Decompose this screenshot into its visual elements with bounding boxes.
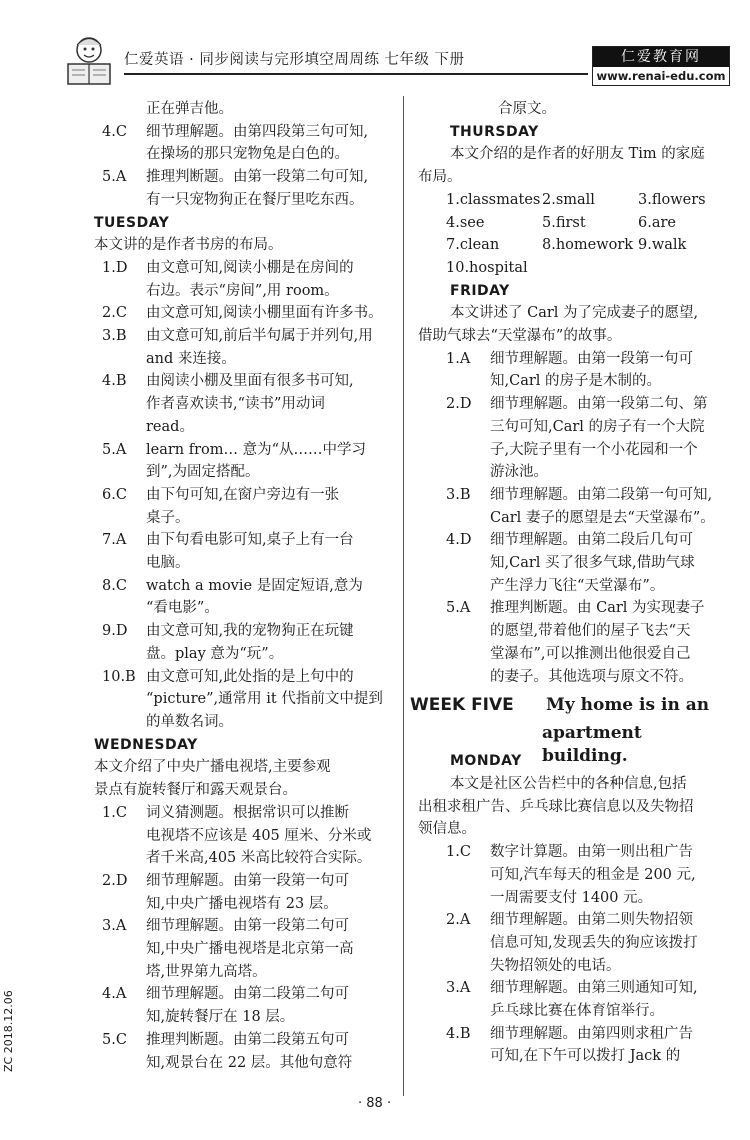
answer-cell: 3.flowers — [638, 191, 706, 208]
week-label: WEEK FIVE — [410, 695, 514, 716]
answer-cell: 4.see — [446, 214, 485, 231]
section-intro: 借助气球去“天堂瀑布”的故事。 — [418, 328, 622, 345]
answer-cell: 5.first — [542, 214, 586, 231]
answer-item: 1.D 由文意可知,阅读小棚是在房间的 右边。表示“房间”,用 room。 — [102, 259, 354, 299]
answer-item: 2.A 细节理解题。由第二则失物招领 信息可知,发现丢失的狗应该拨打 失物招领处的电话。 — [446, 912, 698, 974]
section-intro: 本文介绍了中央广播电视塔,主要参观 — [94, 759, 331, 776]
answer-item: 2.C 由文意可知,阅读小棚里面有许多书。 — [102, 305, 383, 322]
answer-item: 4.B 由阅读小棚及里面有很多书可知, 作者喜欢读书,“读书”用动词 read。 — [102, 373, 354, 435]
answer-item: 1.C 词义猜测题。根据常识可以推断 电视塔不应该是 405 厘米、分米或 者千米高,405 米高比较符合实际。 — [102, 804, 372, 867]
week-title: apartment building. — [542, 723, 642, 766]
section-intro: 领信息。 — [418, 821, 476, 838]
answer-item: 3.A 细节理解题。由第一段第二句可 知,中央广播电视塔是北京第一高 塔,世界第九高塔。 — [102, 918, 354, 980]
answer-item: 10.B 由文意可知,此处指的是上句中的 “picture”,通常用 it 代指前文中提到 的单数名词。 — [102, 668, 383, 730]
brand-name: 仁爱教育网 — [593, 47, 729, 67]
header-rule — [124, 73, 588, 75]
answer-line: 4.C 细节理解题。由第四段第三句可知, — [102, 123, 369, 140]
side-print-code: ZC 2018.12.06 — [2, 990, 15, 1072]
answer-cell: 9.walk — [638, 237, 687, 254]
answer-item: 3.B 由文意可知,前后半句属于并列句,用 and 来连接。 — [102, 328, 373, 367]
answer-line: 有一只宠物狗正在餐厅里吃东西。 — [146, 191, 364, 208]
answer-item: 7.A 由下句看电影可知,桌子上有一台 电脑。 — [102, 532, 354, 572]
page-header — [58, 30, 730, 90]
answer-item: 2.D 细节理解题。由第一段第一句可 知,中央广播电视塔有 23 层。 — [102, 872, 349, 912]
day-heading-wednesday: WEDNESDAY — [94, 736, 198, 753]
answer-item: 4.A 细节理解题。由第二段第二句可 知,旋转餐厅在 18 层。 — [102, 986, 349, 1026]
answer-item: 5.A learn from… 意为“从……中学习 到”,为固定搭配。 — [102, 441, 367, 481]
section-intro: 景点有旋转餐厅和露天观景台。 — [94, 782, 297, 799]
answer-item: 6.C 由下句可知,在窗户旁边有一张 桌子。 — [102, 486, 340, 526]
answer-line: 在操场的那只宠物兔是白色的。 — [146, 146, 349, 163]
answer-item: 9.D 由文意可知,我的宠物狗正在玩键 盘。play 意为“玩”。 — [102, 623, 354, 662]
day-heading-monday: MONDAY — [450, 753, 522, 770]
answer-cell: 2.small — [542, 191, 595, 208]
day-heading-tuesday: TUESDAY — [94, 214, 170, 231]
answer-item: 2.D 细节理解题。由第一段第二句、第 三句可知,Carl 的房子有一个大院 子,大院子里有一个小花园和一个 游泳池。 — [446, 396, 708, 481]
section-intro: 本文是社区公告栏中的各种信息,包括 — [450, 775, 687, 792]
week-title: My home is in an — [546, 695, 710, 716]
left-column — [94, 98, 394, 1074]
answer-item: 4.D 细节理解题。由第二段后几句可 知,Carl 买了很多气球,借助气球 产生浮力飞往“天堂瀑布”。 — [446, 532, 695, 594]
answer-grid — [446, 189, 730, 280]
answer-line: 正在弹吉他。 — [146, 101, 233, 117]
answer-item: 5.C 推理判断题。由第二段第五句可 知,观景台在 22 层。其他句意符 — [102, 1031, 353, 1071]
page-number: · 88 · — [358, 1096, 392, 1111]
answer-cell: 6.are — [638, 214, 676, 231]
answer-line: 5.A 推理判断题。由第一段第二句可知, — [102, 169, 369, 186]
brand-box — [592, 46, 730, 86]
answer-line: 合原文。 — [498, 101, 556, 117]
section-intro: 出租求租广告、乒乓球比赛信息以及失物招 — [418, 798, 694, 815]
answer-item: 8.C watch a movie 是固定短语,意为 “看电影”。 — [102, 577, 363, 617]
section-intro: 本文讲述了 Carl 为了完成妻子的愿望, — [450, 305, 699, 322]
day-heading-thursday: THURSDAY — [450, 123, 539, 140]
answer-item: 1.C 数字计算题。由第一则出租广告 可知,汽车每天的租金是 200 元, 一周需要支付 1400 元。 — [446, 844, 696, 906]
day-heading-friday: FRIDAY — [450, 282, 510, 299]
section-intro: 本文介绍的是作者的好朋友 Tim 的家庭 — [450, 146, 705, 163]
answer-cell: 8.homework — [542, 237, 634, 254]
answer-cell: 10.hospital — [446, 259, 528, 276]
section-intro: 本文讲的是作者书房的布局。 — [94, 237, 283, 254]
answer-item: 1.A 细节理解题。由第一段第一句可 知,Carl 的房子是木制的。 — [446, 350, 693, 390]
answer-cell: 7.clean — [446, 237, 500, 254]
column-divider — [403, 96, 404, 1096]
answer-item: 3.A 细节理解题。由第三则通知可知, 乒乓球比赛在体育馆举行。 — [446, 980, 698, 1020]
answer-item: 4.B 细节理解题。由第四则求租广告 可知,在下午可以拨打 Jack 的 — [446, 1025, 693, 1065]
right-column — [410, 98, 730, 1068]
brand-url: www.renai-edu.com — [596, 69, 726, 83]
answer-item: 3.B 细节理解题。由第二段第一句可知, Carl 妻子的愿望是去“天堂瀑布”。 — [446, 486, 715, 526]
answer-cell: 1.classmates — [446, 191, 541, 208]
section-intro: 布局。 — [418, 169, 462, 186]
mascot-reading-icon — [58, 30, 120, 88]
answer-item: 5.A 推理判断题。由 Carl 为实现妻子 的愿望,带着他们的屋子飞去“天 堂瀑布”,可以推测出他很爱自己 的妻子。其他选项与原文不符。 — [446, 600, 705, 685]
book-title: 仁爱英语 · 同步阅读与完形填空周周练 七年级 下册 — [124, 52, 465, 68]
